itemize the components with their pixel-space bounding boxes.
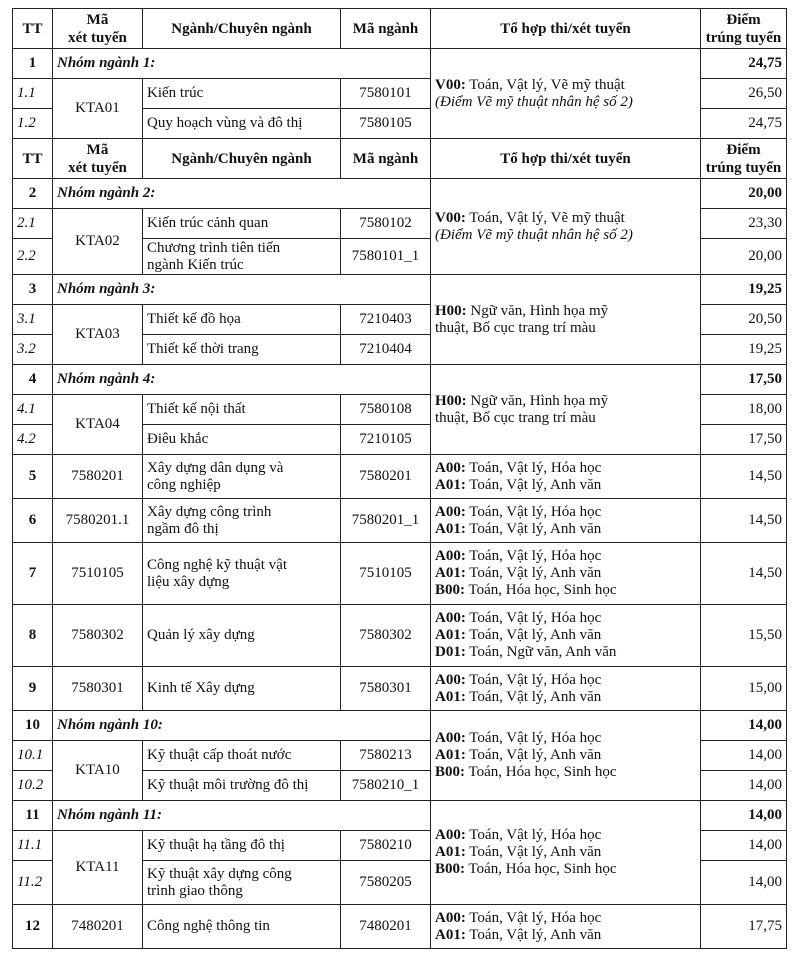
- group-row: [13, 365, 787, 395]
- combo-cell: H00: Ngữ văn, Hình họa mỹ thuật, Bố cục trang trí màu: [431, 275, 701, 365]
- table-row: [13, 905, 787, 949]
- row-code: KTA01: [53, 79, 143, 139]
- group-name: Nhóm ngành 3:: [53, 275, 431, 305]
- row-major-code: 7580201: [341, 455, 431, 499]
- row-tt: 1.1: [13, 79, 53, 109]
- group-row: [13, 49, 787, 79]
- group-tt: 4: [13, 365, 53, 395]
- row-major-code: 7580210: [341, 831, 431, 861]
- row-tt: 11.2: [13, 861, 53, 905]
- group-name: Nhóm ngành 11:: [53, 801, 431, 831]
- combo-cell: V00: Toán, Vật lý, Vẽ mỹ thuật (Điểm Vẽ mỹ thuật nhân hệ số 2): [431, 49, 701, 139]
- combo-cell: A00: Toán, Vật lý, Hóa học A01: Toán, Vật lý, Anh văn B00: Toán, Hóa học, Sinh học: [431, 543, 701, 605]
- row-score: 20,50: [701, 305, 787, 335]
- row-name: Xây dựng công trình ngầm đô thị: [143, 499, 341, 543]
- row-name: Thiết kế thời trang: [143, 335, 341, 365]
- row-major-code: 7580108: [341, 395, 431, 425]
- row-code: 7580201.1: [53, 499, 143, 543]
- row-name: Kiến trúc cảnh quan: [143, 209, 341, 239]
- row-name: Quản lý xây dựng: [143, 605, 341, 667]
- group-row: [13, 275, 787, 305]
- group-tt: 3: [13, 275, 53, 305]
- row-tt: 5: [13, 455, 53, 499]
- row-major-code: 7480201: [341, 905, 431, 949]
- row-code: KTA04: [53, 395, 143, 455]
- row-tt: 4.2: [13, 425, 53, 455]
- row-score: 26,50: [701, 79, 787, 109]
- row-tt: 7: [13, 543, 53, 605]
- table-row: [13, 543, 787, 605]
- row-score: 14,00: [701, 741, 787, 771]
- row-tt: 4.1: [13, 395, 53, 425]
- row-tt: 8: [13, 605, 53, 667]
- header-ma-nganh: Mã ngành: [341, 139, 431, 179]
- group-tt: 1: [13, 49, 53, 79]
- row-major-code: 7580301: [341, 667, 431, 711]
- row-score: 23,30: [701, 209, 787, 239]
- row-name: Điêu khắc: [143, 425, 341, 455]
- group-score: 17,50: [701, 365, 787, 395]
- row-score: 17,75: [701, 905, 787, 949]
- combo-cell: A00: Toán, Vật lý, Hóa học A01: Toán, Vật lý, Anh văn B00: Toán, Hóa học, Sinh học: [431, 711, 701, 801]
- row-score: 14,50: [701, 499, 787, 543]
- row-tt: 2.2: [13, 239, 53, 275]
- combo-cell: A00: Toán, Vật lý, Hóa học A01: Toán, Vật lý, Anh văn: [431, 499, 701, 543]
- row-score: 14,50: [701, 455, 787, 499]
- row-score: 17,50: [701, 425, 787, 455]
- row-code: 7510105: [53, 543, 143, 605]
- combo-cell: V00: Toán, Vật lý, Vẽ mỹ thuật (Điểm Vẽ mỹ thuật nhân hệ số 2): [431, 179, 701, 275]
- row-score: 18,00: [701, 395, 787, 425]
- group-tt: 10: [13, 711, 53, 741]
- row-major-code: 7510105: [341, 543, 431, 605]
- header-ma-nganh: Mã ngành: [341, 9, 431, 49]
- group-score: 20,00: [701, 179, 787, 209]
- row-tt: 10.1: [13, 741, 53, 771]
- row-score: 14,00: [701, 861, 787, 905]
- row-tt: 6: [13, 499, 53, 543]
- row-name: Kỹ thuật xây dựng công trình giao thông: [143, 861, 341, 905]
- row-tt: 2.1: [13, 209, 53, 239]
- row-major-code: 7580201_1: [341, 499, 431, 543]
- group-score: 24,75: [701, 49, 787, 79]
- row-tt: 12: [13, 905, 53, 949]
- row-score: 20,00: [701, 239, 787, 275]
- group-score: 14,00: [701, 801, 787, 831]
- combo-cell: A00: Toán, Vật lý, Hóa học A01: Toán, Vật lý, Anh văn B00: Toán, Hóa học, Sinh học: [431, 801, 701, 905]
- row-major-code: 7210403: [341, 305, 431, 335]
- row-code: KTA10: [53, 741, 143, 801]
- row-score: 14,00: [701, 771, 787, 801]
- admission-scores-document: [12, 8, 786, 949]
- row-tt: 10.2: [13, 771, 53, 801]
- row-major-code: 7580210_1: [341, 771, 431, 801]
- row-major-code: 7580205: [341, 861, 431, 905]
- row-score: 24,75: [701, 109, 787, 139]
- row-code: KTA03: [53, 305, 143, 365]
- group-row: [13, 711, 787, 741]
- header-tt: TT: [13, 139, 53, 179]
- group-row: [13, 801, 787, 831]
- header-to-hop: Tổ hợp thi/xét tuyển: [431, 9, 701, 49]
- row-major-code: 7210105: [341, 425, 431, 455]
- row-code: 7580302: [53, 605, 143, 667]
- row-major-code: 7210404: [341, 335, 431, 365]
- table-row: [13, 499, 787, 543]
- row-name: Kinh tế Xây dựng: [143, 667, 341, 711]
- row-tt: 1.2: [13, 109, 53, 139]
- group-score: 19,25: [701, 275, 787, 305]
- combo-cell: H00: Ngữ văn, Hình họa mỹ thuật, Bố cục trang trí màu: [431, 365, 701, 455]
- header-diem: Điểm trúng tuyển: [701, 9, 787, 49]
- group-tt: 2: [13, 179, 53, 209]
- row-code: 7580201: [53, 455, 143, 499]
- admission-scores-table: [12, 8, 787, 949]
- table-header-row: [13, 139, 787, 179]
- header-diem: Điểm trúng tuyển: [701, 139, 787, 179]
- group-score: 14,00: [701, 711, 787, 741]
- table-row: [13, 605, 787, 667]
- row-name: Kiến trúc: [143, 79, 341, 109]
- row-name: Công nghệ kỹ thuật vật liệu xây dựng: [143, 543, 341, 605]
- combo-cell: A00: Toán, Vật lý, Hóa học A01: Toán, Vật lý, Anh văn: [431, 905, 701, 949]
- row-score: 14,00: [701, 831, 787, 861]
- row-major-code: 7580101: [341, 79, 431, 109]
- row-name: Chương trình tiên tiến ngành Kiến trúc: [143, 239, 341, 275]
- row-name: Thiết kế đồ họa: [143, 305, 341, 335]
- header-ma-xet-tuyen: Mã xét tuyển: [53, 9, 143, 49]
- header-nganh: Ngành/Chuyên ngành: [143, 139, 341, 179]
- row-tt: 11.1: [13, 831, 53, 861]
- row-major-code: 7580102: [341, 209, 431, 239]
- group-row: [13, 179, 787, 209]
- row-score: 19,25: [701, 335, 787, 365]
- row-name: Công nghệ thông tin: [143, 905, 341, 949]
- combo-cell: A00: Toán, Vật lý, Hóa học A01: Toán, Vật lý, Anh văn: [431, 455, 701, 499]
- combo-cell: A00: Toán, Vật lý, Hóa học A01: Toán, Vật lý, Anh văn: [431, 667, 701, 711]
- row-major-code: 7580302: [341, 605, 431, 667]
- row-score: 15,00: [701, 667, 787, 711]
- row-name: Kỹ thuật môi trường đô thị: [143, 771, 341, 801]
- row-score: 14,50: [701, 543, 787, 605]
- table-header-row: [13, 9, 787, 49]
- combo-cell: A00: Toán, Vật lý, Hóa học A01: Toán, Vật lý, Anh văn D01: Toán, Ngữ văn, Anh văn: [431, 605, 701, 667]
- row-major-code: 7580105: [341, 109, 431, 139]
- row-code: 7480201: [53, 905, 143, 949]
- group-name: Nhóm ngành 10:: [53, 711, 431, 741]
- row-name: Quy hoạch vùng và đô thị: [143, 109, 341, 139]
- row-code: KTA02: [53, 209, 143, 275]
- group-name: Nhóm ngành 2:: [53, 179, 431, 209]
- row-tt: 3.1: [13, 305, 53, 335]
- table-row: [13, 455, 787, 499]
- row-score: 15,50: [701, 605, 787, 667]
- row-tt: 9: [13, 667, 53, 711]
- row-code: KTA11: [53, 831, 143, 905]
- group-name: Nhóm ngành 4:: [53, 365, 431, 395]
- row-major-code: 7580213: [341, 741, 431, 771]
- header-nganh: Ngành/Chuyên ngành: [143, 9, 341, 49]
- group-tt: 11: [13, 801, 53, 831]
- row-name: Kỹ thuật hạ tầng đô thị: [143, 831, 341, 861]
- row-major-code: 7580101_1: [341, 239, 431, 275]
- table-row: [13, 667, 787, 711]
- group-name: Nhóm ngành 1:: [53, 49, 431, 79]
- header-tt: TT: [13, 9, 53, 49]
- row-name: Thiết kế nội thất: [143, 395, 341, 425]
- row-tt: 3.2: [13, 335, 53, 365]
- row-code: 7580301: [53, 667, 143, 711]
- row-name: Xây dựng dân dụng và công nghiệp: [143, 455, 341, 499]
- row-name: Kỹ thuật cấp thoát nước: [143, 741, 341, 771]
- header-ma-xet-tuyen: Mã xét tuyển: [53, 139, 143, 179]
- header-to-hop: Tổ hợp thi/xét tuyển: [431, 139, 701, 179]
